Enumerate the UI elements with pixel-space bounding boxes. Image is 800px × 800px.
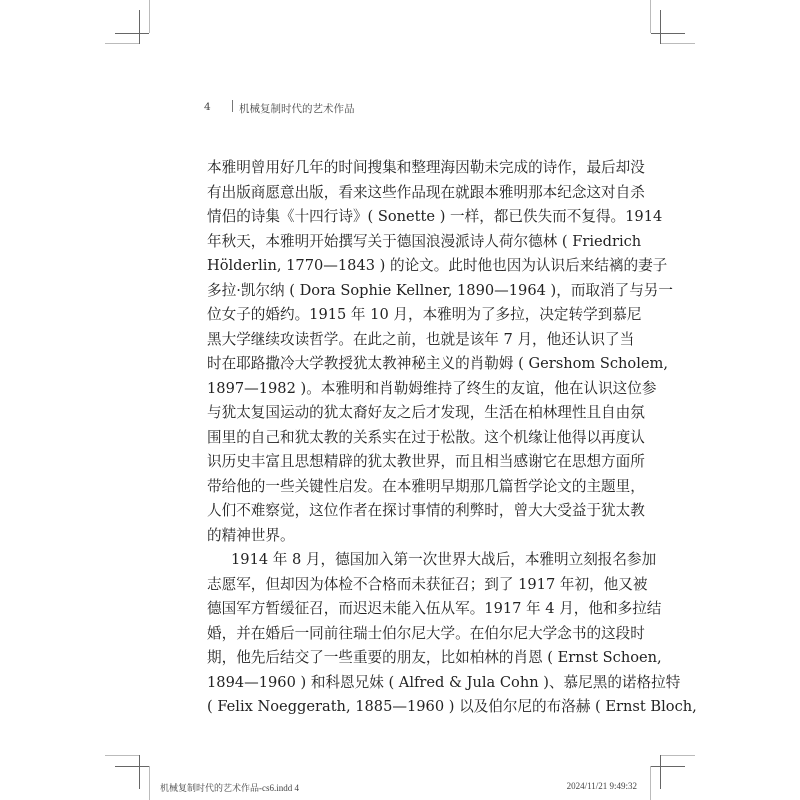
text-line: 本雅明曾用好几年的时间搜集和整理海因勒未完成的诗作，最后却没 [207, 159, 645, 176]
body-text [207, 156, 697, 720]
text-line: 1894—1960 ) 和科恩兄妹 ( Alfred & Jula Cohn )、慕尼黑的诺格拉特 [207, 673, 681, 691]
running-title: 机械复制时代的艺术作品 [239, 103, 355, 115]
text-line: 志愿军，但却因为体检不合格而未获征召；到了 1917 年初，他又被 [207, 575, 648, 593]
text-line: 1914 年 8 月，德国加入第一次世界大战后，本雅明立刻报名参加 [231, 551, 657, 568]
text-line: ( Felix Noeggerath, 1885—1960 ) 以及伯尔尼的布洛赫 ( Ernst Bloch, [207, 698, 697, 715]
header-divider [232, 100, 233, 112]
text-line: 位女子的婚约。1915 年 10 月，本雅明为了多拉，决定转学到慕尼 [207, 306, 642, 323]
text-line: 1897—1982 )。本雅明和肖勒姆维持了终生的友谊，他在认识这位参 [207, 379, 657, 397]
text-line: 情侣的诗集《十四行诗》( Sonette ) 一样，都已佚失而不复得。1914 [207, 208, 663, 225]
text-line: 期，他先后结交了一些重要的朋友，比如柏林的肖恩 ( Ernst Schoen, [207, 649, 662, 666]
text-line: Hölderlin, 1770—1843 ) 的论文。此时他也因为认识后来结褵的妻子 [207, 257, 668, 274]
text-line: 婚，并在婚后一同前往瑞士伯尔尼大学。在伯尔尼大学念书的这段时 [207, 624, 645, 642]
footer-timestamp: 2024/11/21 9:49:32 [566, 781, 637, 791]
text-line: 有出版商愿意出版，看来这些作品现在就跟本雅明那本纪念这对自杀 [207, 183, 645, 201]
text-line: 黑大学继续攻读哲学。在此之前，也就是该年 7 月，他还认识了当 [207, 330, 635, 348]
text-line: 围里的自己和犹太教的关系实在过于松散。这个机缘让他得以再度认 [207, 428, 645, 446]
footer-file-label: 机械复制时代的艺术作品-cs6.indd 4 [160, 783, 299, 793]
text-line: 多拉·凯尔纳 ( Dora Sophie Kellner, 1890—1964 )，而取消了与另一 [207, 281, 673, 299]
text-line: 人们不难察觉，这位作者在探讨事情的利弊时，曾大大受益于犹太教 [207, 502, 645, 519]
text-line: 与犹太复国运动的犹太裔好友之后才发现，生活在柏林理性且自由氛 [207, 404, 645, 421]
text-line: 德国军方暂缓征召，而迟迟未能入伍从军。1917 年 4 月，他和多拉结 [207, 600, 662, 617]
text-line: 带给他的一些关键性启发。在本雅明早期那几篇哲学论文的主题里， [207, 477, 645, 495]
text-line: 年秋天，本雅明开始撰写关于德国浪漫派诗人荷尔德林 ( Friedrich [207, 232, 642, 250]
text-line: 时在耶路撒冷大学教授犹太教神秘主义的肖勒姆 ( Gershom Scholem, [207, 355, 669, 372]
page-number: 4 [204, 101, 211, 113]
text-line: 的精神世界。 [207, 526, 295, 544]
text-line: 识历史丰富且思想精辟的犹太教世界，而且相当感谢它在思想方面所 [207, 453, 645, 470]
